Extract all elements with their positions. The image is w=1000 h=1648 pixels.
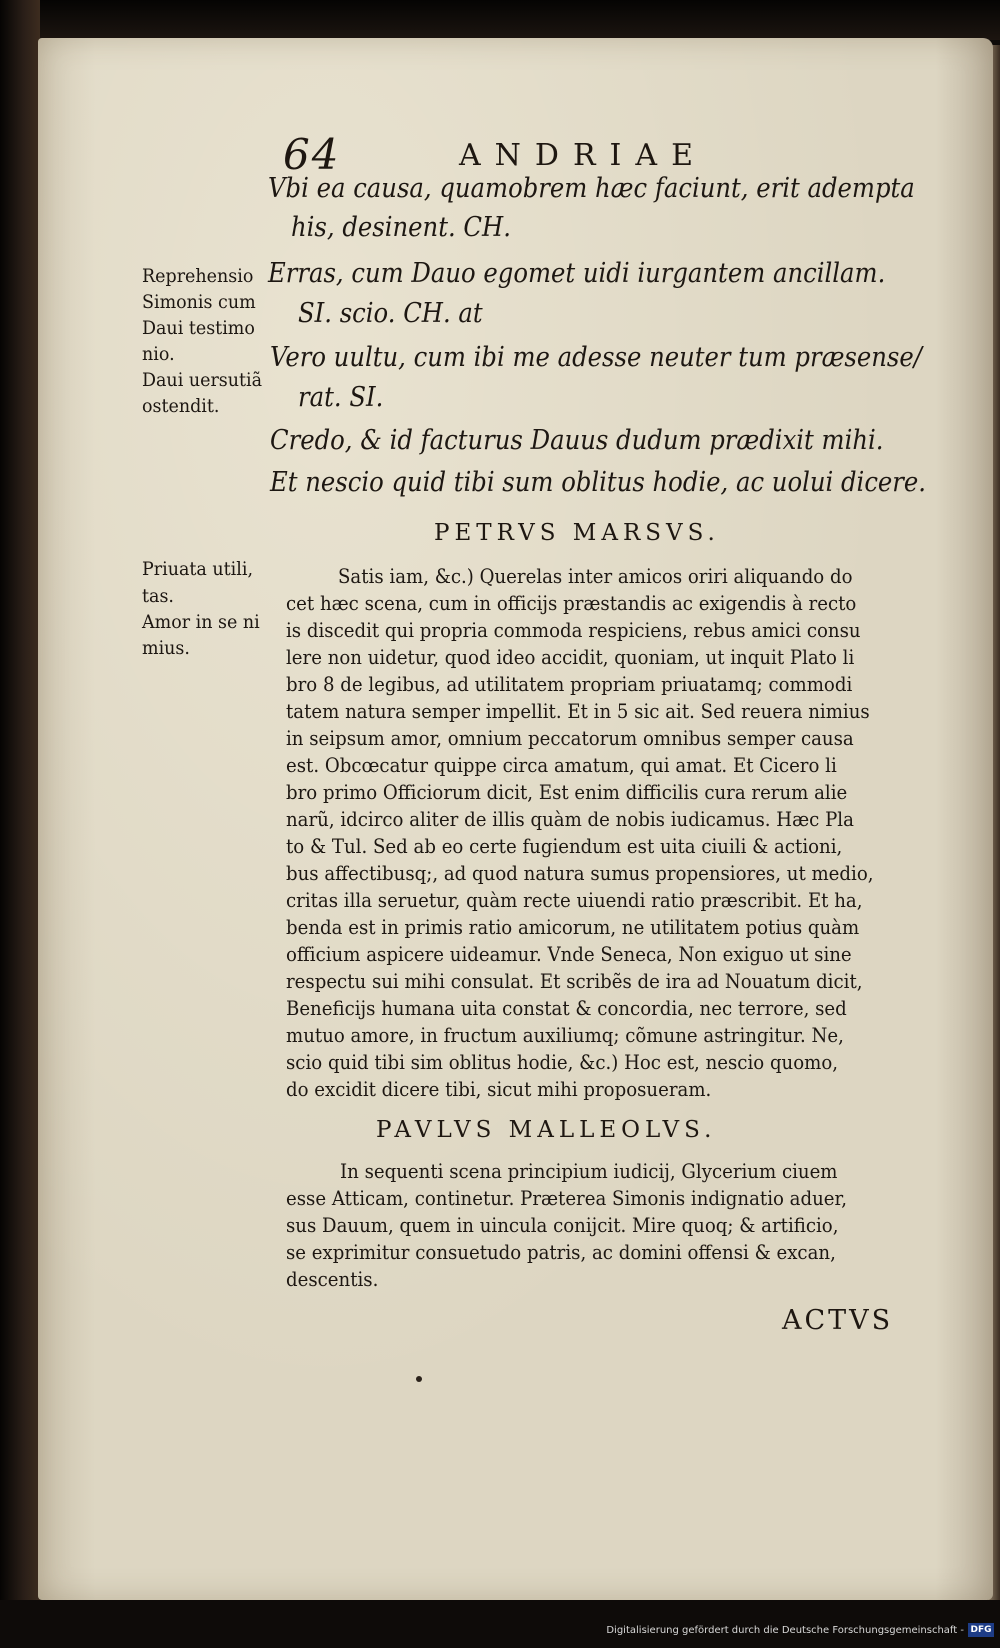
prose-line: est. Obcœcatur quippe circa amatum, qui amat. Et Cicero li — [286, 754, 837, 777]
margin-note: Simonis cum — [142, 291, 256, 313]
verse-line: Credo, & id facturus Dauus dudum prædixit mihi. — [270, 425, 884, 456]
prose-line: tatem natura semper impellit. Et in 5 sic ait. Sed reuera nimius — [286, 700, 870, 723]
prose-line: respectu sui mihi consulat. Et scribẽs de ira ad Nouatum dicit, — [286, 970, 863, 993]
verse-line: SI. scio. CH. at — [298, 298, 483, 329]
footer-bar — [0, 1600, 1000, 1648]
prose-line: cet hæc scena, cum in officijs præstandis ac exigendis à recto — [286, 592, 857, 615]
margin-note: Daui uersutiã — [142, 369, 263, 391]
prose-line: mutuo amore, in fructum auxiliumq; cõmune astringitur. Ne, — [286, 1024, 844, 1047]
prose-line: In sequenti scena principium iudicij, Glycerium ciuem — [340, 1160, 838, 1183]
prose-line: narũ, idcirco aliter de illis quàm de nobis iudicamus. Hæc Pla — [286, 808, 854, 831]
verse-line: Et nescio quid tibi sum oblitus hodie, ac uolui dicere. — [270, 467, 927, 498]
section-heading-paulus: PAVLVS MALLEOLVS. — [376, 1117, 717, 1143]
prose-line: Beneficijs humana uita constat & concordia, nec terrore, sed — [286, 997, 847, 1020]
prose-line: do excidit dicere tibi, sicut mihi proposueram. — [286, 1078, 712, 1101]
prose-line: lere non uidetur, quod ideo accidit, quoniam, ut inquit Plato li — [286, 646, 855, 669]
prose-line: se exprimitur consuetudo patris, ac domini offensi & excan, — [286, 1241, 836, 1264]
prose-line: to & Tul. Sed ab eo certe fugiendum est uita ciuili & actioni, — [286, 835, 843, 858]
section-heading-petrus: PETRVS MARSVS. — [434, 520, 720, 546]
book-binding-top — [0, 0, 1000, 40]
verse-line: Vero uultu, cum ibi me adesse neuter tum præsense/ — [270, 342, 922, 373]
verse-line: rat. SI. — [298, 382, 384, 413]
page-number: 64 — [283, 130, 341, 179]
prose-line: critas illa seruetur, quàm recte uiuendi ratio præscribit. Et ha, — [286, 889, 863, 912]
prose-line: Satis iam, &c.) Querelas inter amicos oriri aliquando do — [338, 565, 853, 588]
ink-speck — [416, 1376, 422, 1382]
prose-line: benda est in primis ratio amicorum, ne utilitatem potius quàm — [286, 916, 860, 939]
margin-note: Daui testimo — [142, 317, 255, 339]
prose-line: esse Atticam, continetur. Præterea Simonis indignatio aduer, — [286, 1187, 847, 1210]
verse-line: Erras, cum Dauo egomet uidi iurgantem ancillam. — [268, 258, 886, 289]
dfg-logo: DFG — [968, 1623, 994, 1637]
prose-line: officium aspicere uideamur. Vnde Seneca, Non exiguo ut sine — [286, 943, 852, 966]
margin-note: mius. — [142, 637, 190, 659]
margin-note: tas. — [142, 585, 174, 607]
margin-note: Priuata utili, — [142, 558, 254, 580]
prose-line: bro 8 de legibus, ad utilitatem propriam priuatamq; commodi — [286, 673, 853, 696]
prose-line: scio quid tibi sim oblitus hodie, &c.) Hoc est, nescio quomo, — [286, 1051, 839, 1074]
catchword: ACTVS — [782, 1305, 894, 1336]
prose-line: bro primo Officiorum dicit, Est enim difficilis cura rerum alie — [286, 781, 848, 804]
verse-line: his, desinent. CH. — [291, 212, 511, 243]
book-binding-left — [0, 0, 40, 1648]
prose-line: descentis. — [286, 1268, 379, 1291]
verse-line: Vbi ea causa, quamobrem hæc faciunt, erit adempta — [268, 173, 915, 204]
margin-note: nio. — [142, 343, 175, 365]
running-title: ANDRIAE — [459, 138, 707, 173]
prose-line: in seipsum amor, omnium peccatorum omnibus semper causa — [286, 727, 854, 750]
digitization-credit: Digitalisierung gefördert durch die Deutsche Forschungsgemeinschaft - — [606, 1625, 964, 1636]
margin-note: Reprehensio — [142, 265, 254, 287]
margin-note: ostendit. — [142, 395, 220, 417]
prose-line: bus affectibusq;, ad quod natura sumus propensiores, ut medio, — [286, 862, 874, 885]
prose-line: sus Dauum, quem in uincula conijcit. Mire quoq; & artificio, — [286, 1214, 839, 1237]
margin-note: Amor in se ni — [142, 611, 260, 633]
prose-line: is discedit qui propria commoda respiciens, rebus amici consu — [286, 619, 861, 642]
